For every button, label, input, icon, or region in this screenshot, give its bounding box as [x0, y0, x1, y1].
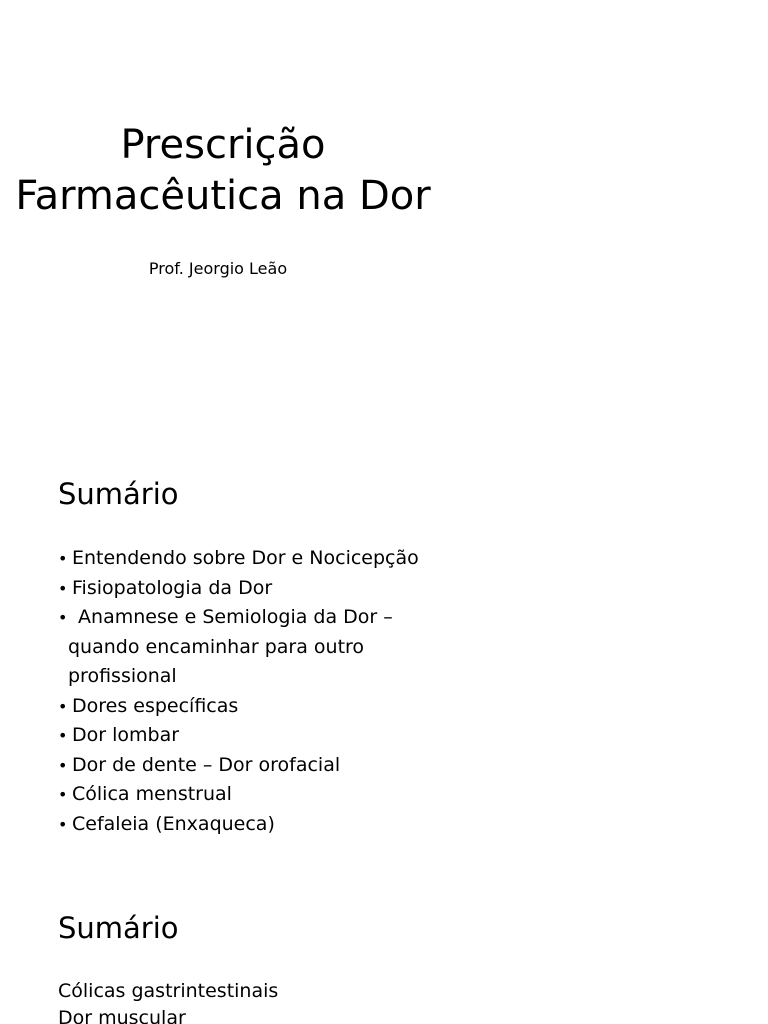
title-line-2: Farmacêutica na Dor [15, 173, 431, 219]
list-item-text: Dor lombar [72, 724, 180, 746]
list-item-text: Anamnese e Semiologia da Dor – [72, 606, 393, 628]
list-item-text: Dores específicas [72, 694, 239, 717]
list-item [58, 603, 419, 692]
list-item-text: Dor de dente – Dor orofacial [72, 753, 341, 776]
bullet-icon: • [58, 696, 68, 716]
list-item-text-continuation: quando encaminhar para outro [68, 635, 365, 658]
list-item-text: Cólica menstrual [72, 783, 232, 805]
list-item [58, 721, 419, 751]
list-item [58, 810, 419, 840]
summary-list [58, 978, 278, 1024]
summary-bullet-list [58, 544, 419, 839]
bullet-icon: • [58, 785, 68, 804]
section-heading: Sumário [58, 477, 179, 511]
bullet-icon: • [58, 726, 68, 745]
section-heading: Sumário [58, 911, 179, 945]
bullet-icon: • [58, 578, 68, 598]
title-slide [0, 0, 768, 440]
list-item-text-continuation: profissional [68, 665, 177, 687]
list-item-text: Fisiopatologia da Dor [72, 576, 273, 599]
summary-slide-2 [0, 870, 768, 1024]
list-item [58, 780, 419, 810]
bullet-icon: • [58, 814, 68, 834]
list-item-text: Entendendo sobre Dor e Nocicepção [72, 547, 419, 569]
author-subtitle: Prof. Jeorgio Leão [148, 259, 288, 278]
list-item [58, 574, 419, 604]
list-item [58, 751, 419, 781]
list-item: Cólicas gastrintestinais [58, 980, 279, 1002]
bullet-icon: • [58, 608, 68, 627]
list-item [58, 544, 419, 574]
bullet-icon: • [58, 755, 68, 775]
list-item: Dor muscular [58, 1007, 186, 1024]
bullet-icon: • [58, 549, 68, 568]
summary-slide-1 [0, 440, 768, 870]
list-item-text: Cefaleia (Enxaqueca) [72, 812, 275, 835]
title-line-1: Prescrição [120, 122, 326, 168]
presentation-title [0, 120, 446, 222]
list-item [58, 692, 419, 722]
